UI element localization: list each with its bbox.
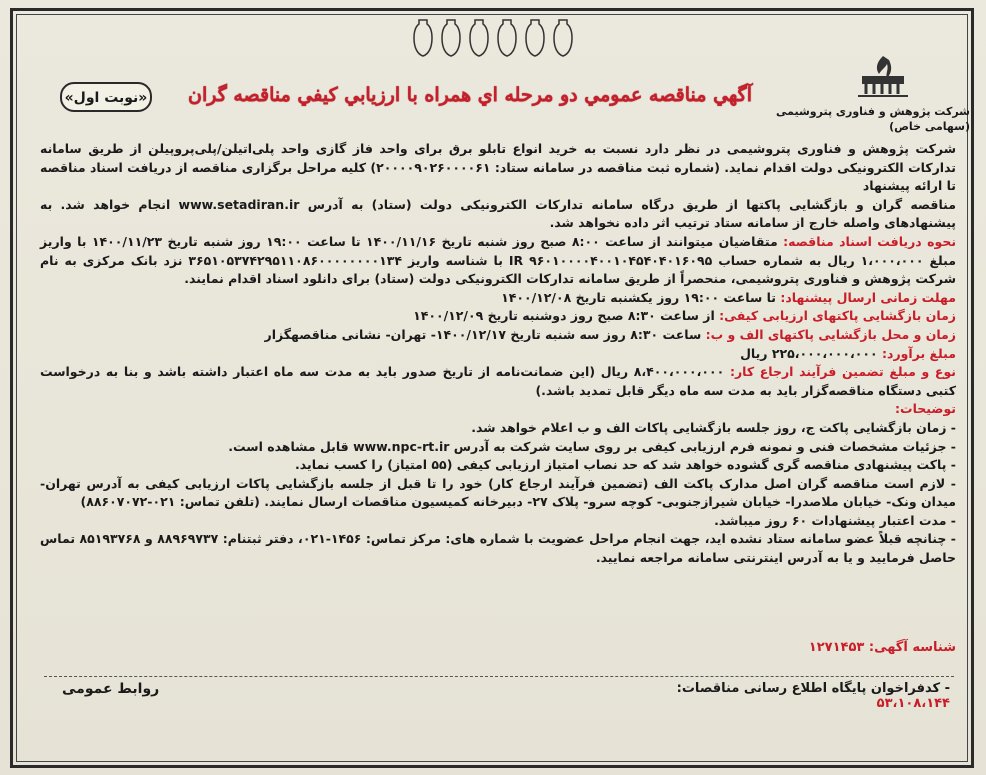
estimate-text: ۲۲۵،۰۰۰،۰۰۰،۰۰۰ ریال	[740, 345, 878, 361]
vase-icon	[441, 18, 461, 58]
estimate-label: مبلغ برآورد:	[882, 345, 956, 361]
vase-icon	[497, 18, 517, 58]
deadline-section	[40, 289, 956, 308]
company-name-line2: (سهامی خاص)	[889, 120, 970, 133]
footer-divider	[44, 676, 954, 677]
note-item: - پاکت پیشنهادی مناقصه گری گشوده خواهد شد که حد نصاب امتیاز ارزیابی کیفی (۵۵ امتیاز) را کسب نماید.	[295, 457, 956, 473]
bond-text: ۸،۴۰۰،۰۰۰،۰۰۰ ریال (این ضمانت‌نامه از تاریخ صدور باید به مدت سه ماه اعتبار داشته باشد و بنا به درخواست کتبی دستگاه مناقصه‌گزار باید به مدت سه ماه دیگر قابل تمدید باشد.)	[40, 364, 956, 398]
notice-id	[640, 640, 956, 655]
quality-label: زمان بازگشایی پاکتهای ارزیابی کیفی:	[719, 308, 956, 324]
note-item: - جزئیات مشخصات فنی و نمونه فرم ارزیابی کیفی بر روی سایت شرکت به آدرس www.npc-rt.ir قابل مشاهده است.	[228, 438, 956, 454]
opening-label: زمان و محل بازگشایی پاکتهای الف و ب:	[705, 326, 956, 342]
bond-section	[40, 363, 956, 400]
company-name	[760, 104, 970, 134]
petrochemical-logo-icon	[848, 52, 918, 102]
tender-body	[40, 140, 956, 568]
company-name-line1: شرکت پژوهش و فناوری پتروشیمی	[775, 105, 970, 118]
opening-section	[40, 326, 956, 345]
tender-code-value: ۵۳،۱۰۸،۱۴۴	[876, 696, 950, 711]
vase-icon	[553, 18, 573, 58]
intro-paragraph-1: شرکت پژوهش و فناوری پتروشیمی در نظر دارد نسبت به خرید انواع تابلو برق برای واحد فاز گازی واحد پلی‌اتیلن/پلی‌پروپیلن از طریق سامانه تدارکات الکترونیکی دولت اقدام نماید. (شماره ثبت مناقصه در سامانه ستاد: ۲۰۰۰۰۹۰۲۶۰۰۰۰۶۱) کلیه مراحل برگزاری مناقصه از دریافت اسناد مناقصه تا ارائه پیشنهاد	[40, 141, 956, 194]
note-item: - مدت اعتبار پیشنهادات ۶۰ روز میباشد.	[714, 512, 956, 528]
quality-text: از ساعت ۸:۳۰ صبح روز دوشنبه تاریخ ۱۴۰۰/۱۲/۰۹	[413, 308, 715, 324]
tender-code-label: - کدفراخوان پایگاه اطلاع رسانی مناقصات:	[676, 681, 950, 696]
public-relations-signature: روابط عمومی	[62, 681, 160, 697]
deadline-text: تا ساعت ۱۹:۰۰ روز یکشنبه تاریخ ۱۴۰۰/۱۲/۰۸	[501, 289, 776, 305]
notice-id-label: شناسه آگهی:	[868, 640, 956, 655]
first-notice-badge: «نوبت اول»	[60, 82, 152, 112]
bond-label: نوع و مبلغ تضمین فرآیند ارجاع کار:	[729, 364, 956, 380]
estimate-section	[40, 345, 956, 364]
vase-icon	[469, 18, 489, 58]
docs-section	[40, 233, 956, 289]
vase-icon	[525, 18, 545, 58]
intro-paragraph-2: مناقصه گران و بازگشایی پاکتها از طریق درگاه سامانه تدارکات الکترونیکی دولت (ستاد) به آدرس www.setadiran.ir انجام خواهد شد. به پیشنهادهای واصله خارج از سامانه ستاد ترتیب اثر داده نخواهد شد.	[40, 196, 956, 231]
note-item: - زمان بازگشایی پاکت ج، روز جلسه بازگشایی پاکات الف و ب اعلام خواهد شد.	[471, 419, 956, 435]
vase-icon	[413, 18, 433, 58]
tender-title: آگهي مناقصه عمومي دو مرحله اي همراه با ارزيابي كيفي مناقصه گران	[187, 84, 752, 106]
decorative-vases	[388, 12, 598, 58]
quality-section	[40, 307, 956, 326]
notice-id-value: ۱۲۷۱۴۵۳	[808, 640, 865, 655]
note-item: - چنانچه قبلاً عضو سامانه ستاد نشده اید، جهت انجام مراحل عضویت با شماره های: مرکز تماس: ۱۴۵۶-۰۲۱، دفتر ثبتنام: ۸۸۹۶۹۷۳۷ و ۸۵۱۹۳۷۶۸ تماس حاصل فرمایید و یا به آدرس اینترنتی سامانه مراجعه نمایید.	[40, 531, 956, 566]
docs-text: متقاضیان میتوانند از ساعت ۸:۰۰ صبح روز شنبه تاریخ ۱۴۰۰/۱۱/۱۶ تا ساعت ۱۹:۰۰ روز شنبه تاریخ ۱۴۰۰/۱۱/۲۳ با واریز مبلغ ۱،۰۰۰،۰۰۰ ریال به شماره حساب ۹۶۰۱۰۰۰۰۴۰۰۱۰۴۵۴۰۴۰۱۶۰۹۵ IR با شناسه واریز ۳۶۵۱۰۵۳۷۴۲۹۵۱۱۰۸۶۰۰۰۰۰۰۰۰۱۳۴ نزد بانک مرکزی به نام شرکت پژوهش و فناوری پتروشیمی، منحصراً از طریق سامانه تدارکات الکترونیکی دولت (ستاد) برای دانلود اسناد اقدام نمایند.	[40, 233, 956, 287]
tender-code-line	[620, 681, 950, 711]
notes-label: توضیحات:	[895, 401, 956, 417]
deadline-label: مهلت زمانی ارسال پیشنهاد:	[780, 289, 956, 305]
opening-text: ساعت ۸:۳۰ روز سه شنبه تاریخ ۱۴۰۰/۱۲/۱۷- تهران- نشانی مناقصهگزار	[264, 326, 702, 342]
note-item: - لازم است مناقصه گران اصل مدارک پاکت الف (تضمین فرآیند ارجاع کار) خود را تا قبل از جلسه بازگشایی پاکات ارزیابی کیفی به آدرس تهران- میدان ونک- خیابان ملاصدرا- خیابان شیرازجنوبی- کوچه سرو- پلاک ۲۷- دبیرخانه کمیسیون مناقصات ارسال نمایند. (تلفن تماس: ۰۲۱-۸۸۶۰۷۰۷۲)	[40, 475, 956, 510]
docs-label: نحوه دریافت اسناد مناقصه:	[783, 233, 957, 249]
